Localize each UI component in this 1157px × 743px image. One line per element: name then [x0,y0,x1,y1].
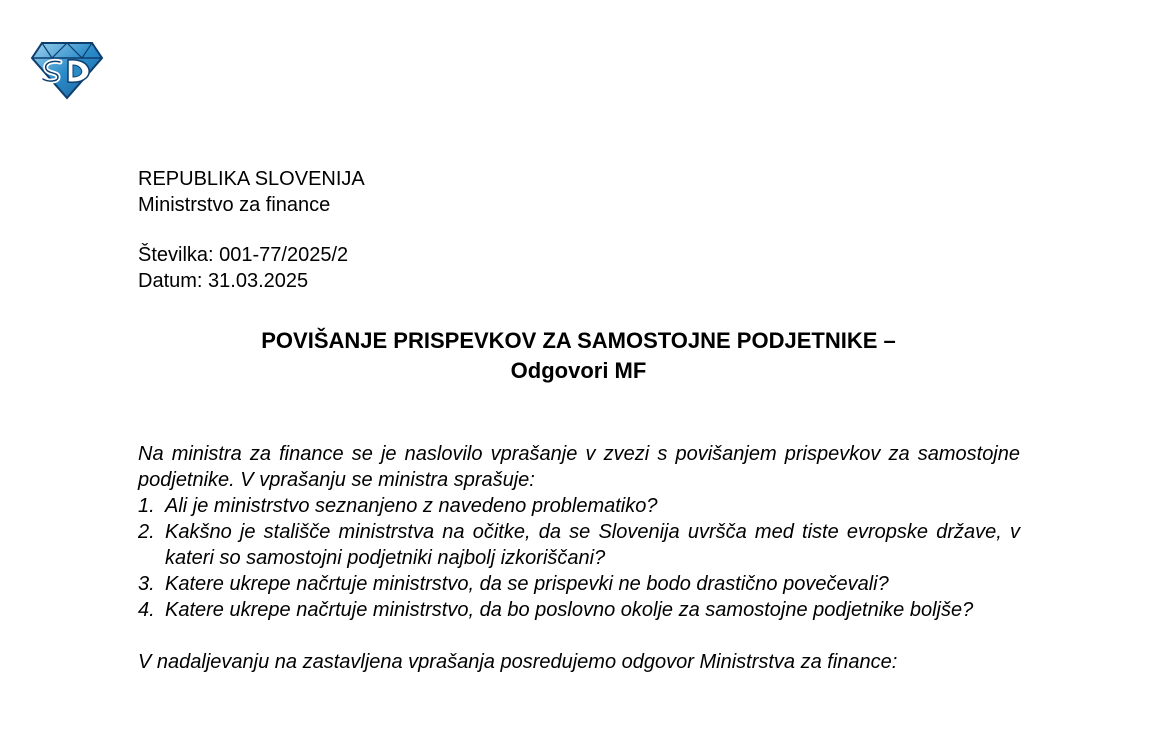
list-item-text: Ali je ministrstvo seznanjeno z navedeno problematiko? [165,495,658,517]
intro-paragraph: Na ministra za finance se je naslovilo vprašanje v zvezi s povišanjem prispevkov za samostojne podjetnike. V vprašanju se ministra sprašuje: [138,443,1020,491]
republic-name: REPUBLIKA SLOVENIJA [138,168,365,190]
list-item [138,519,1020,571]
sd-logo [30,40,104,100]
document-header [138,166,365,294]
list-item-number: 2. [138,521,155,543]
questions-list [138,493,1020,623]
list-item [138,571,1020,597]
ministry-name: Ministrstvo za finance [138,194,331,216]
document-number: Številka: 001-77/2025/2 [138,244,349,266]
closing-paragraph: V nadaljevanju na zastavljena vprašanja posredujemo odgovor Ministrstva za finance: [138,651,898,673]
title-line-1: POVIŠANJE PRISPEVKOV ZA SAMOSTOJNE PODJETNIKE – [261,328,896,353]
list-item-text: Katere ukrepe načrtuje ministrstvo, da se prispevki ne bodo drastično povečevali? [165,573,889,595]
document-date: Datum: 31.03.2025 [138,270,309,292]
document-title [0,326,1157,386]
list-item [138,493,1020,519]
list-item-text: Kakšno je stališče ministrstva na očitke, da se Slovenija uvršča med tiste evropske države, v kateri so samostojni podjetniki najbolj izkoriščani? [165,521,1020,569]
document-body [138,441,1020,675]
list-item-number: 4. [138,599,155,621]
title-line-2: Odgovori MF [510,358,647,383]
sd-shield-logo-icon [30,40,104,100]
list-item [138,597,1020,623]
list-item-number: 3. [138,573,155,595]
list-item-number: 1. [138,495,155,517]
list-item-text: Katere ukrepe načrtuje ministrstvo, da bo poslovno okolje za samostojne podjetnike boljše? [165,599,974,621]
